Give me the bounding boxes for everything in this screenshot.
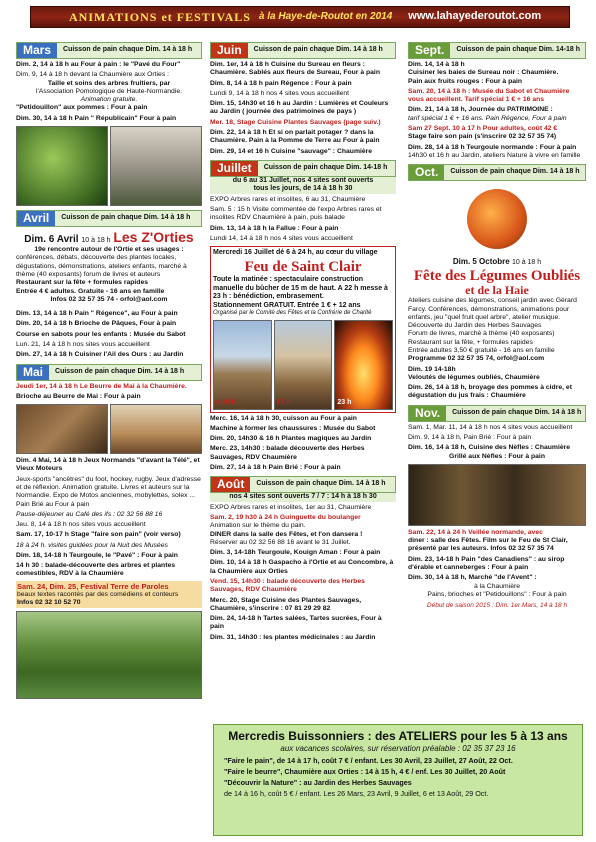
event: Dim. 26, 14 à 18 h, broyage des pommes à cidre, et dégustation du jus frais : Chaumière [408, 384, 572, 400]
event: Dim. 30, 14 à 18 h Pain " Républicain" Four à pain [16, 114, 177, 122]
event: Dim. 1er, 14 à 18 h Cuisine du Sureau en fleurs : Chaumière. Sablés aux fleurs de Sureau, Four à pain [210, 61, 380, 77]
event-legumes: Dim. 5 Octobre 10 à 18 h Fête des Légumes Oubliés et de la Haie Ateliers cuisine des légumes, conseil jardin avec Gérard Farcy. Conférences, démonstrations, animations pour enfants, jeu "quel fruit quel arbre", atelier musique. Découverte du Jardin des Herbes Sauvages Forum de livres, marché à thème (40 exposants) Restaurant sur la fête, + formules rapides Entrée adultes 3,50 € gratuité - 16 ans en famille Programme 02 32 57 35 74, orfol@aol.com [408, 257, 581, 363]
header-title: ANIMATIONS et FESTIVALS [69, 9, 251, 24]
month-sub: Cuisson de pain chaque Dim. 14 à 18 h [55, 367, 185, 375]
event: Dim. 18, 14-18 h Teurgoule, le "Pavé" : Four à pain [16, 551, 178, 559]
photo-bread [110, 404, 202, 454]
atelier-beurre: "Faire le beurre", Chaumière aux Orties : 14 à 15 h, 4 € / enf. Les 30 Juillet, 20 Août [224, 767, 506, 777]
month-name: Mars [17, 43, 57, 58]
event: Dim. 16, 14 à 18 h, Cuisine des Nèfles : Chaumière Grillé aux Nèfles : Four à pain [408, 444, 571, 460]
photo-row-mars [16, 126, 202, 206]
event: Dim. 13, 14 à 18 h Pain " Régence", au Four à pain [16, 310, 178, 318]
event: Dim. 20, 14h30 & 16 h Plantes magiques au Jardin [210, 435, 372, 443]
event: Dim. 10, 14 à 18 h Gaspacho à l'Ortie et au Concombre, à la Chaumière aux Orties [210, 559, 394, 575]
photo-pruning [110, 126, 202, 206]
event: Vend. 15, 14h30 : balade découverte des Herbes Sauvages, RDV Chaumière [210, 578, 365, 594]
event: Dim. 4 Mai, 14 à 18 h Jeux Normands "d'avant la Télé", et Vieux Moteurs [16, 457, 200, 473]
photo-games [16, 611, 202, 699]
month-header-aout [210, 476, 396, 493]
photo-row-bucher [213, 320, 393, 410]
header-subtitle: à la Haye-de-Routot en 2014 [258, 10, 393, 22]
event: Dim. 21, 14 à 18 h, Journée du PATRIMOINE : tarif spécial 1 € + 16 ans. Pain Régence, Four à pain [408, 106, 567, 122]
column-middle [210, 38, 396, 642]
month-name: Août [211, 477, 250, 492]
month-name: Mai [17, 365, 49, 380]
event: Pause-déjeuner au Café des ifs : 02 32 56 88 16 [16, 510, 163, 518]
event: Dim. 27, 14 à 18 h Cuisiner l'Ail des Ours : au Jardin [16, 351, 184, 359]
event: Dim. 15, 14h30 et 16 h au Jardin : Lumières et Couleurs au Jardin ( journée des patrimoines de pays ) [210, 100, 389, 116]
month-sub: Cuisson de pain chaque Dim. 14 à 18 h [452, 408, 582, 416]
event-veillee: Sam. 22, 14 à 24 h Veillée normande, avec diner : salle des Fêtes. Film sur le Feu de St Clair, présenté par les auteurs. Infos 02 32 57 35 74 [408, 528, 568, 553]
month-header-sept [408, 42, 586, 59]
event-zorties: Dim. 6 Avril 10 à 18 h Les Z'Orties 19e rencontre autour de l'Ortie et ses usages : conférences, débats, découverte des plantes locales, dégustations, démonstrations, ateliers enfants, marché à thème (40 exposants) forum de livres et auteurs Restaurant sur la fête + formules rapides Entrée 4 € adultes. Gratuite - 16 ans en famille Infos 02 32 57 35 74 - orfol@aol.com [16, 228, 194, 303]
mercredis-title: Mercredis Buissonniers : des ATELIERS pour les 5 à 13 ans [228, 729, 568, 743]
event-guinguette: Sam. 2, 19 h30 à 24 h Guinguette du boulanger Animation sur le thème du pain. DINER dans la salle des Fêtes, et l'on dansera ! Réserver au 02 32 56 88 16 avant le 31 Juillet. [210, 514, 363, 546]
event: 18 à 24 h. visites guidées pour la Nuit des Musées [16, 541, 168, 549]
event: Lundi 14, 14 à 18 h nos 4 sites vous accueillent [210, 235, 353, 242]
event: EXPO Arbres rares et insolites, 6 au 31, Chaumière [210, 195, 366, 203]
event: Sam 27 Sept. 10 à 17 h Pour adultes, coût 42 € Stage faire son pain (s'inscrire 02 32 57 35 74) [408, 124, 558, 141]
month-name: Oct. [409, 165, 444, 180]
month-header-mai [16, 364, 202, 381]
atelier-nature-dates: de 14 à 16 h, coût 5 € / enfant. Les 26 Mars, 23 Avril, 9 Juillet, 6 et 13 Août, 29 Oct. [224, 788, 489, 798]
month-sub: Cuisson de pain chaque Dim. 14 à 18 h [61, 214, 191, 222]
event: Brioche au Beurre de Mai : Four à pain [16, 392, 141, 400]
event: 14 h 30 : balade-découverte des arbres et plantes comestibles, RDV à la Chaumière [16, 562, 176, 578]
month-name: Nov. [409, 406, 446, 421]
event: Jeux-sports "ancêtres" du foot, hockey, rugby. Jeux d'adresse et de réflexion. Animation gratuite. Livres et auteurs sur la Normandie. Expo de Motos anciennes, mobylettes, solex ... Pain Brié au Four à pain [16, 475, 201, 508]
saint-clair-title: Feu de Saint Clair [244, 258, 362, 275]
month-name: Avril [17, 211, 55, 226]
event: Dim. 19 14-18h Veloutés de légumes oubliés, Chaumière [408, 365, 540, 381]
month-sub: Cuisson de pain chaque Dim. 14 à 18 h [253, 46, 383, 54]
event: Jeudi 1er, 14 à 18 h Le Beurre de Mai à la Chaumière. [16, 382, 187, 390]
event-festival: Sam. 24, Dim. 25, Festival Terre de Paroles beaux textes racontés par des comédiens et conteurs Infos 02 32 10 52 70 [16, 581, 202, 609]
photo-musicians [408, 464, 586, 526]
header-url[interactable]: www.lahayederoutot.com [408, 10, 542, 23]
event: Dim. 13, 14 à 18 h la Fallue : Four à pain [210, 224, 339, 232]
atelier-pain: "Faire le pain", de 14 à 17 h, coût 7 € / enfant. Les 30 Avril, 23 Juillet, 27 Août, 22 Oct. [224, 756, 513, 766]
event: Sam. 17, 10-17 h Stage "faire son pain" (voir verso) [16, 531, 181, 539]
photo-butter [16, 404, 108, 454]
month-header-nov [408, 405, 586, 422]
next-season: Début de saison 2015 : Dim. 1er Mars, 14 à 18 h [426, 602, 568, 610]
column-right [408, 38, 586, 610]
event: Dim. 31, 14h30 : les plantes médicinales : au Jardin [210, 633, 376, 641]
header-banner [30, 6, 570, 28]
event: Dim. 3, 14-18h Teurgoule, Kouign Aman : Four à pain [210, 549, 381, 557]
event: Dim. 27, 14 à 18 h Pain Brié : Four à pain [210, 463, 341, 471]
month-name: Juin [211, 43, 248, 58]
event: Dim. 9, 14 à 18 h, Pain Brié : Four à pain [408, 433, 532, 441]
event: Merc. 16, 14 à 18 h 30, cuisson au Four à pain [210, 414, 357, 422]
event: Jeu. 8, 14 à 18 h nos sites vous accueillent [16, 521, 146, 529]
month-name: Juillet [211, 161, 258, 176]
month-sub: Cuisson de pain chaque Dim. 14 à 18 h [450, 168, 580, 176]
aout-opening: nos 4 sites sont ouverts 7 / 7 : 14 h à 18 h 30 [210, 493, 396, 502]
event: Mer. 18, Stage Cuisine Plantes Sauvages (page suiv.) [210, 118, 381, 126]
photo-bucher-2: 13 h [274, 320, 333, 410]
photo-bucher-fire: 23 h [334, 320, 393, 410]
event: Merc. 23, 14h30 : balade découverte des Herbes Sauvages, RDV Chaumière [210, 445, 365, 461]
column-left [16, 38, 202, 702]
month-sub: Cuisson de pain chaque Dim. 14 à 18 h [256, 480, 386, 488]
event: Sam. 20, 14 à 18 h : Musée du Sabot et Chaumière vous accueillent. Tarif spécial 1 € + 16 ans [408, 87, 570, 104]
event: Dim. 14, 14 à 18 h Cuisiner les baies de Sureau noir : Chaumière. Pain aux fruits rouges : Four à pain [408, 61, 559, 85]
event: Lundi 9, 14 à 18 h nos 4 sites vous accueillent [210, 89, 350, 97]
event: Dim. 28, 14 à 18 h Teurgoule normande : Four à pain 14h30 et 16 h au Jardin, ateliers Nature à vivre en famille [408, 143, 581, 159]
event: Dim. 9, 14 à 18 h devant la Chaumière aux Orties : Taille et soins des arbres fruitiers, par l'Association Pomologique de Haute-Normandie. Animation gratuite. "Petidouillon" aux pommes : Four à pain [16, 71, 182, 112]
event: Dim. 22, 14 à 18 h Et si on parlait potager ? dans la Chaumière. Pain à la Pomme de Terre au Four à pain [210, 128, 380, 145]
event: Sam. 5 : 15 h Visite commentée de l'expo Arbres rares et insolites RDV Chaumière à pain, puis balade [210, 206, 382, 222]
photo-legume-figure [408, 184, 586, 254]
mercredis-sub: aux vacances scolaires, sur réservation préalable : 02 35 37 23 16 [280, 743, 516, 753]
event: Dim. 30, 14 à 18 h, Marché "de l'Avent" : à la Chaumière Pains, brioches et "Petidouillons" : Four à pain [408, 574, 567, 598]
pumpkin-figure-icon [467, 189, 527, 249]
month-header-mars [16, 42, 202, 59]
event-saint-clair: Mercredi 16 Juillet dé 6 à 24 h, au cœur du village Feu de Saint Clair Toute la matinée : spectaculaire construction manuelle du bûcher de 15 m de haut. A 22 h messe à 23 h : bénédiction, embrasement. Stationnement GRATUIT. Entrée 1 € + 12 ans Organisé par le Comité des Fêtes et la Confrérie de Charité à 10 h 13 h 23 h [210, 246, 396, 412]
month-name: Sept. [409, 43, 450, 58]
event: Course en sabots pour les enfants : Musée du Sabot [16, 330, 186, 338]
event: Dim. 8, 14 à 18 h pain Régence : Four à pain [210, 79, 352, 87]
month-header-oct [408, 164, 586, 181]
photo-nettle [16, 126, 108, 206]
event: Machine à former les chaussures : Musée du Sabot [210, 424, 376, 432]
month-sub: Cuisson de pain chaque Dim. 14-18 h [263, 164, 388, 172]
month-header-avril [16, 210, 202, 227]
event: Lun. 21, 14 à 18 h nos sites vous accueillent [16, 340, 150, 348]
photo-row-mai [16, 404, 202, 454]
photo-bucher-1: à 10 h [213, 320, 272, 410]
event: Dim. 20, 14 à 18 h Brioche de Pâques, Four à pain [16, 320, 177, 328]
event: Dim. 29, 14 et 16 h Cuisine "sauvage" : Chaumière [210, 147, 373, 155]
month-header-juin [210, 42, 396, 59]
event: Dim. 24, 14-18 h Tartes salées, Tartes sucrées, Four à pain [210, 615, 382, 631]
juillet-opening: du 6 au 31 Juillet, nos 4 sites sont ouverts tous les jours, de 14 à 18 h 30 [210, 177, 396, 194]
event: EXPO Arbres rares et insolites, 1er au 31, Chaumière [210, 503, 372, 511]
atelier-nature: "Découvrir la Nature" : au Jardin des Herbes Sauvages [224, 777, 412, 787]
event: Dim. 23, 14-18 h Pain "des Canadiens" : au sirop d'érable et canneberges : Four à pain [408, 555, 565, 571]
event: Dim. 2, 14 à 18 h au Four à pain : le "Pavé du Four" [16, 61, 181, 68]
month-sub: Cuisson de pain chaque Dim. 14 à 18 h [63, 46, 193, 54]
event: Sam. 1, Mar. 11, 14 à 18 h nos 4 sites vous accueillent [408, 423, 573, 431]
event: Merc. 20, Stage Cuisine des Plantes Sauvages, Chaumière, s'inscrire : 07 81 29 29 82 [210, 596, 362, 612]
month-sub: Cuisson de pain chaque Dim. 14-18 h [456, 46, 581, 54]
mercredis-box [213, 724, 583, 836]
month-header-juillet [210, 160, 396, 177]
